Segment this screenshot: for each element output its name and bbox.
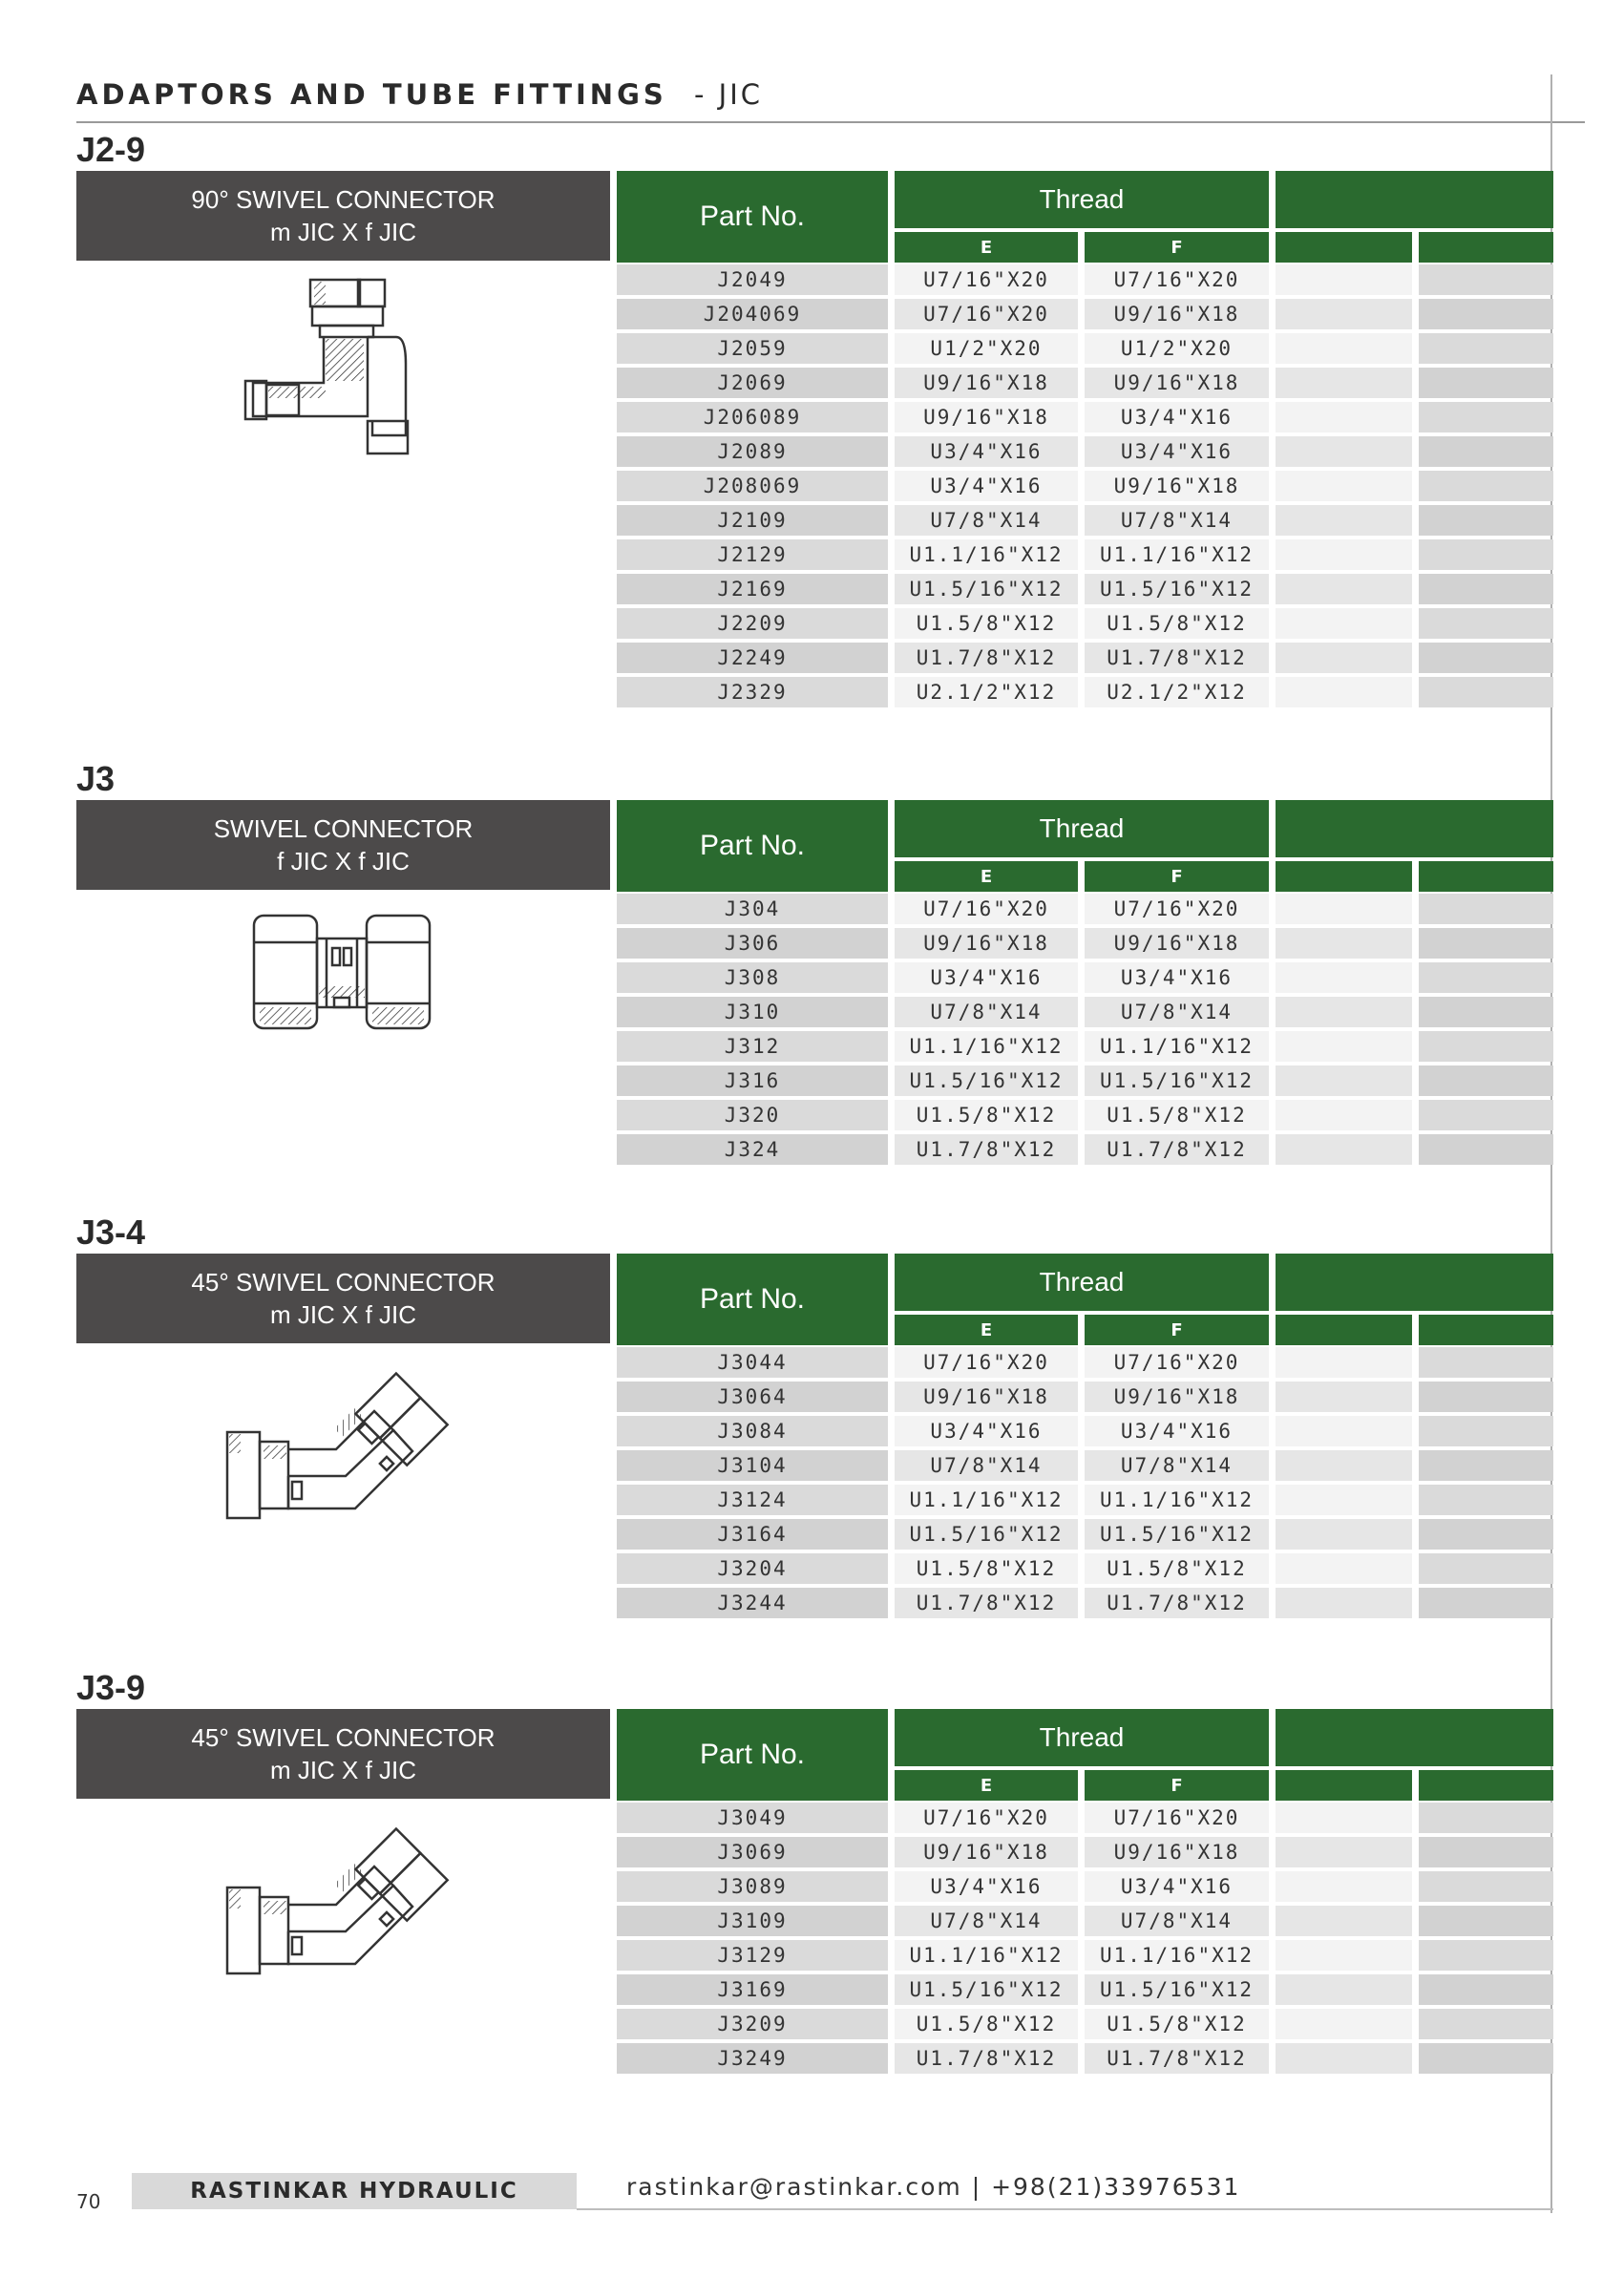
thread-f-cell: U7/8"X14 [1085,505,1269,536]
label-line-1: 90° SWIVEL CONNECTOR [191,185,496,214]
part-number-cell: J306 [617,928,888,959]
thread-f-cell: U1.5/16"X12 [1085,1974,1269,2005]
thread-e-cell: U1.1/16"X12 [895,1031,1078,1062]
thread-f-cell: U2.1/2"X12 [1085,677,1269,707]
part-no-header: Part No. [617,1709,888,1801]
empty-cell [1276,643,1412,673]
empty-cell [1419,1553,1553,1584]
thread-f-cell: U3/4"X16 [1085,1416,1269,1446]
thread-f-cell: U9/16"X18 [1085,471,1269,501]
thread-e-cell: U1.5/8"X12 [895,2009,1078,2039]
section-label [76,800,610,890]
label-line-2: m JIC X f JIC [269,1756,417,1784]
thread-e-cell: U7/16"X20 [895,299,1078,329]
thread-f-header: F [1085,861,1269,892]
thread-e-cell: U7/8"X14 [895,997,1078,1027]
empty-cell [1276,539,1412,570]
empty-cell [1419,333,1553,364]
empty-cell [1419,1450,1553,1481]
blank-header [1276,800,1553,857]
thread-f-cell: U3/4"X16 [1085,1871,1269,1902]
thread-e-cell: U7/8"X14 [895,1906,1078,1936]
empty-cell [1419,1031,1553,1062]
empty-cell [1276,471,1412,501]
thread-f-cell: U9/16"X18 [1085,1382,1269,1412]
thread-f-header: F [1085,232,1269,263]
empty-cell [1276,436,1412,467]
thread-f-cell: U9/16"X18 [1085,368,1269,398]
part-number-cell: J3049 [617,1803,888,1833]
empty-cell [1419,2043,1553,2074]
part-number-cell: J3204 [617,1553,888,1584]
thread-f-cell: U1.5/8"X12 [1085,2009,1269,2039]
empty-cell [1276,264,1412,295]
part-number-cell: J208069 [617,471,888,501]
empty-cell [1276,1382,1412,1412]
blank-header [1276,171,1553,228]
empty-cell [1419,402,1553,432]
part-number-cell: J2129 [617,539,888,570]
empty-cell [1419,608,1553,639]
blank-header [1276,1709,1553,1766]
blank-sub-header [1419,1770,1553,1801]
thread-e-header: E [895,861,1078,892]
thread-e-cell: U7/8"X14 [895,505,1078,536]
thread-e-cell: U1.5/16"X12 [895,1519,1078,1550]
part-number-cell: J3164 [617,1519,888,1550]
thread-e-cell: U1/2"X20 [895,333,1078,364]
part-number-cell: J2249 [617,643,888,673]
thread-e-cell: U7/16"X20 [895,1803,1078,1833]
blank-sub-header [1419,861,1553,892]
part-number-cell: J204069 [617,299,888,329]
title-divider [76,121,1585,123]
empty-cell [1276,677,1412,707]
thread-e-cell: U1.1/16"X12 [895,1485,1078,1515]
part-number-cell: J324 [617,1134,888,1165]
thread-e-cell: U9/16"X18 [895,928,1078,959]
empty-cell [1419,1134,1553,1165]
label-line-2: m JIC X f JIC [269,1300,417,1329]
empty-cell [1276,1940,1412,1971]
thread-f-cell: U1.7/8"X12 [1085,1134,1269,1165]
part-number-cell: J2169 [617,574,888,604]
label-line-1: 45° SWIVEL CONNECTOR [191,1268,496,1297]
thread-e-cell: U2.1/2"X12 [895,677,1078,707]
thread-e-cell: U1.5/16"X12 [895,574,1078,604]
empty-cell [1276,1450,1412,1481]
elbow-45-fitting-icon [221,1363,460,1535]
section-label [76,1709,610,1799]
part-number-cell: J304 [617,894,888,924]
part-number-cell: J3169 [617,1974,888,2005]
section-code: J3-9 [76,1668,146,1707]
empty-cell [1276,1906,1412,1936]
thread-f-cell: U7/8"X14 [1085,1450,1269,1481]
thread-e-cell: U9/16"X18 [895,1837,1078,1867]
thread-f-cell: U9/16"X18 [1085,299,1269,329]
empty-cell [1276,1100,1412,1130]
label-line-2: m JIC X f JIC [269,218,417,246]
empty-cell [1419,505,1553,536]
thread-e-header: E [895,1315,1078,1345]
part-number-cell: J316 [617,1065,888,1096]
blank-sub-header [1276,232,1412,263]
thread-e-cell: U1.5/8"X12 [895,1100,1078,1130]
empty-cell [1419,436,1553,467]
empty-cell [1276,1974,1412,2005]
thread-f-cell: U1.7/8"X12 [1085,643,1269,673]
part-number-cell: J3089 [617,1871,888,1902]
empty-cell [1276,505,1412,536]
empty-cell [1276,962,1412,993]
thread-e-cell: U9/16"X18 [895,368,1078,398]
blank-header [1276,1254,1553,1311]
blank-sub-header [1419,232,1553,263]
thread-e-cell: U3/4"X16 [895,1871,1078,1902]
empty-cell [1276,608,1412,639]
part-number-cell: J2069 [617,368,888,398]
empty-cell [1276,2043,1412,2074]
thread-header: Thread [895,1254,1269,1311]
thread-e-cell: U1.1/16"X12 [895,1940,1078,1971]
thread-e-cell: U1.5/16"X12 [895,1974,1078,2005]
thread-header: Thread [895,171,1269,228]
empty-cell [1419,539,1553,570]
empty-cell [1276,368,1412,398]
empty-cell [1276,299,1412,329]
empty-cell [1276,1031,1412,1062]
section-label [76,171,610,261]
thread-e-cell: U1.5/16"X12 [895,1065,1078,1096]
empty-cell [1419,1837,1553,1867]
thread-f-cell: U9/16"X18 [1085,928,1269,959]
empty-cell [1276,402,1412,432]
page-title [76,78,763,111]
part-number-cell: J3209 [617,2009,888,2039]
thread-f-cell: U1.1/16"X12 [1085,1940,1269,1971]
empty-cell [1276,894,1412,924]
empty-cell [1276,1588,1412,1618]
empty-cell [1419,1871,1553,1902]
footer-divider [577,2208,1553,2210]
empty-cell [1419,643,1553,673]
part-number-cell: J3244 [617,1588,888,1618]
empty-cell [1276,1416,1412,1446]
empty-cell [1276,1485,1412,1515]
empty-cell [1419,1906,1553,1936]
thread-f-cell: U1/2"X20 [1085,333,1269,364]
part-number-cell: J3104 [617,1450,888,1481]
empty-cell [1276,574,1412,604]
thread-header: Thread [895,800,1269,857]
thread-e-header: E [895,1770,1078,1801]
thread-e-cell: U3/4"X16 [895,471,1078,501]
page-title-main: ADAPTORS AND TUBE FITTINGS [76,78,667,111]
thread-f-cell: U7/16"X20 [1085,1803,1269,1833]
part-number-cell: J2089 [617,436,888,467]
empty-cell [1419,677,1553,707]
contact-info: rastinkar@rastinkar.com | +98(21)33976531 [626,2173,1241,2201]
empty-cell [1276,1553,1412,1584]
thread-f-cell: U3/4"X16 [1085,436,1269,467]
empty-cell [1419,1485,1553,1515]
thread-f-cell: U1.7/8"X12 [1085,2043,1269,2074]
thread-e-cell: U1.7/8"X12 [895,643,1078,673]
thread-f-cell: U1.5/16"X12 [1085,1519,1269,1550]
part-number-cell: J2049 [617,264,888,295]
empty-cell [1419,1416,1553,1446]
thread-f-header: F [1085,1770,1269,1801]
elbow-45-fitting-icon [221,1819,460,1991]
thread-f-cell: U3/4"X16 [1085,962,1269,993]
thread-e-cell: U3/4"X16 [895,436,1078,467]
straight-union-fitting-icon [246,904,437,1038]
thread-f-cell: U7/16"X20 [1085,894,1269,924]
empty-cell [1419,471,1553,501]
thread-f-cell: U7/16"X20 [1085,264,1269,295]
page-title-sub: - JIC [693,78,764,111]
thread-e-cell: U1.7/8"X12 [895,1588,1078,1618]
part-number-cell: J320 [617,1100,888,1130]
empty-cell [1419,1382,1553,1412]
empty-cell [1419,299,1553,329]
thread-f-cell: U1.1/16"X12 [1085,1485,1269,1515]
thread-e-cell: U9/16"X18 [895,1382,1078,1412]
part-no-header: Part No. [617,1254,888,1345]
thread-e-cell: U7/16"X20 [895,894,1078,924]
thread-e-cell: U1.5/8"X12 [895,608,1078,639]
empty-cell [1276,1871,1412,1902]
empty-cell [1276,997,1412,1027]
section-code: J2-9 [76,130,146,169]
empty-cell [1419,962,1553,993]
part-number-cell: J3129 [617,1940,888,1971]
part-number-cell: J2329 [617,677,888,707]
thread-e-cell: U7/16"X20 [895,264,1078,295]
empty-cell [1276,1803,1412,1833]
empty-cell [1419,1803,1553,1833]
section-label [76,1254,610,1343]
thread-e-cell: U1.5/8"X12 [895,1553,1078,1584]
empty-cell [1419,1588,1553,1618]
part-number-cell: J3109 [617,1906,888,1936]
part-number-cell: J3044 [617,1347,888,1378]
empty-cell [1419,2009,1553,2039]
part-number-cell: J3064 [617,1382,888,1412]
thread-header: Thread [895,1709,1269,1766]
empty-cell [1419,1974,1553,2005]
empty-cell [1276,1065,1412,1096]
empty-cell [1276,333,1412,364]
thread-f-cell: U3/4"X16 [1085,402,1269,432]
thread-f-cell: U1.7/8"X12 [1085,1588,1269,1618]
empty-cell [1276,1134,1412,1165]
thread-f-cell: U1.1/16"X12 [1085,539,1269,570]
part-number-cell: J2059 [617,333,888,364]
empty-cell [1419,574,1553,604]
thread-f-cell: U1.5/8"X12 [1085,608,1269,639]
empty-cell [1419,1940,1553,1971]
part-number-cell: J3084 [617,1416,888,1446]
thread-f-cell: U7/16"X20 [1085,1347,1269,1378]
empty-cell [1419,928,1553,959]
empty-cell [1419,894,1553,924]
thread-e-cell: U3/4"X16 [895,1416,1078,1446]
part-number-cell: J3124 [617,1485,888,1515]
company-name: RASTINKAR HYDRAULIC [132,2173,577,2209]
thread-e-cell: U7/16"X20 [895,1347,1078,1378]
thread-f-cell: U1.5/8"X12 [1085,1100,1269,1130]
part-number-cell: J312 [617,1031,888,1062]
page-number: 70 [76,2190,101,2213]
empty-cell [1419,1065,1553,1096]
label-line-2: f JIC X f JIC [277,847,410,875]
empty-cell [1419,997,1553,1027]
blank-sub-header [1276,861,1412,892]
thread-e-cell: U1.7/8"X12 [895,2043,1078,2074]
blank-sub-header [1276,1315,1412,1345]
thread-f-cell: U1.5/8"X12 [1085,1553,1269,1584]
thread-e-cell: U1.1/16"X12 [895,539,1078,570]
section-code: J3 [76,759,116,798]
part-number-cell: J3069 [617,1837,888,1867]
empty-cell [1276,1837,1412,1867]
empty-cell [1419,1519,1553,1550]
thread-f-cell: U1.5/16"X12 [1085,1065,1269,1096]
thread-e-cell: U3/4"X16 [895,962,1078,993]
part-number-cell: J310 [617,997,888,1027]
thread-e-cell: U9/16"X18 [895,402,1078,432]
empty-cell [1419,1347,1553,1378]
thread-f-cell: U7/8"X14 [1085,997,1269,1027]
part-number-cell: J2209 [617,608,888,639]
empty-cell [1276,1519,1412,1550]
label-line-1: SWIVEL CONNECTOR [213,814,474,843]
empty-cell [1276,1347,1412,1378]
empty-cell [1419,264,1553,295]
part-number-cell: J206089 [617,402,888,432]
empty-cell [1276,2009,1412,2039]
part-no-header: Part No. [617,171,888,263]
thread-e-header: E [895,232,1078,263]
part-number-cell: J2109 [617,505,888,536]
part-number-cell: J308 [617,962,888,993]
empty-cell [1419,1100,1553,1130]
thread-f-cell: U1.1/16"X12 [1085,1031,1269,1062]
thread-f-cell: U7/8"X14 [1085,1906,1269,1936]
thread-e-cell: U7/8"X14 [895,1450,1078,1481]
empty-cell [1276,928,1412,959]
part-no-header: Part No. [617,800,888,892]
thread-f-cell: U9/16"X18 [1085,1837,1269,1867]
section-code: J3-4 [76,1213,146,1252]
elbow-90-fitting-icon [243,278,425,459]
blank-sub-header [1419,1315,1553,1345]
empty-cell [1419,368,1553,398]
thread-f-header: F [1085,1315,1269,1345]
blank-sub-header [1276,1770,1412,1801]
thread-f-cell: U1.5/16"X12 [1085,574,1269,604]
label-line-1: 45° SWIVEL CONNECTOR [191,1723,496,1752]
thread-e-cell: U1.7/8"X12 [895,1134,1078,1165]
part-number-cell: J3249 [617,2043,888,2074]
